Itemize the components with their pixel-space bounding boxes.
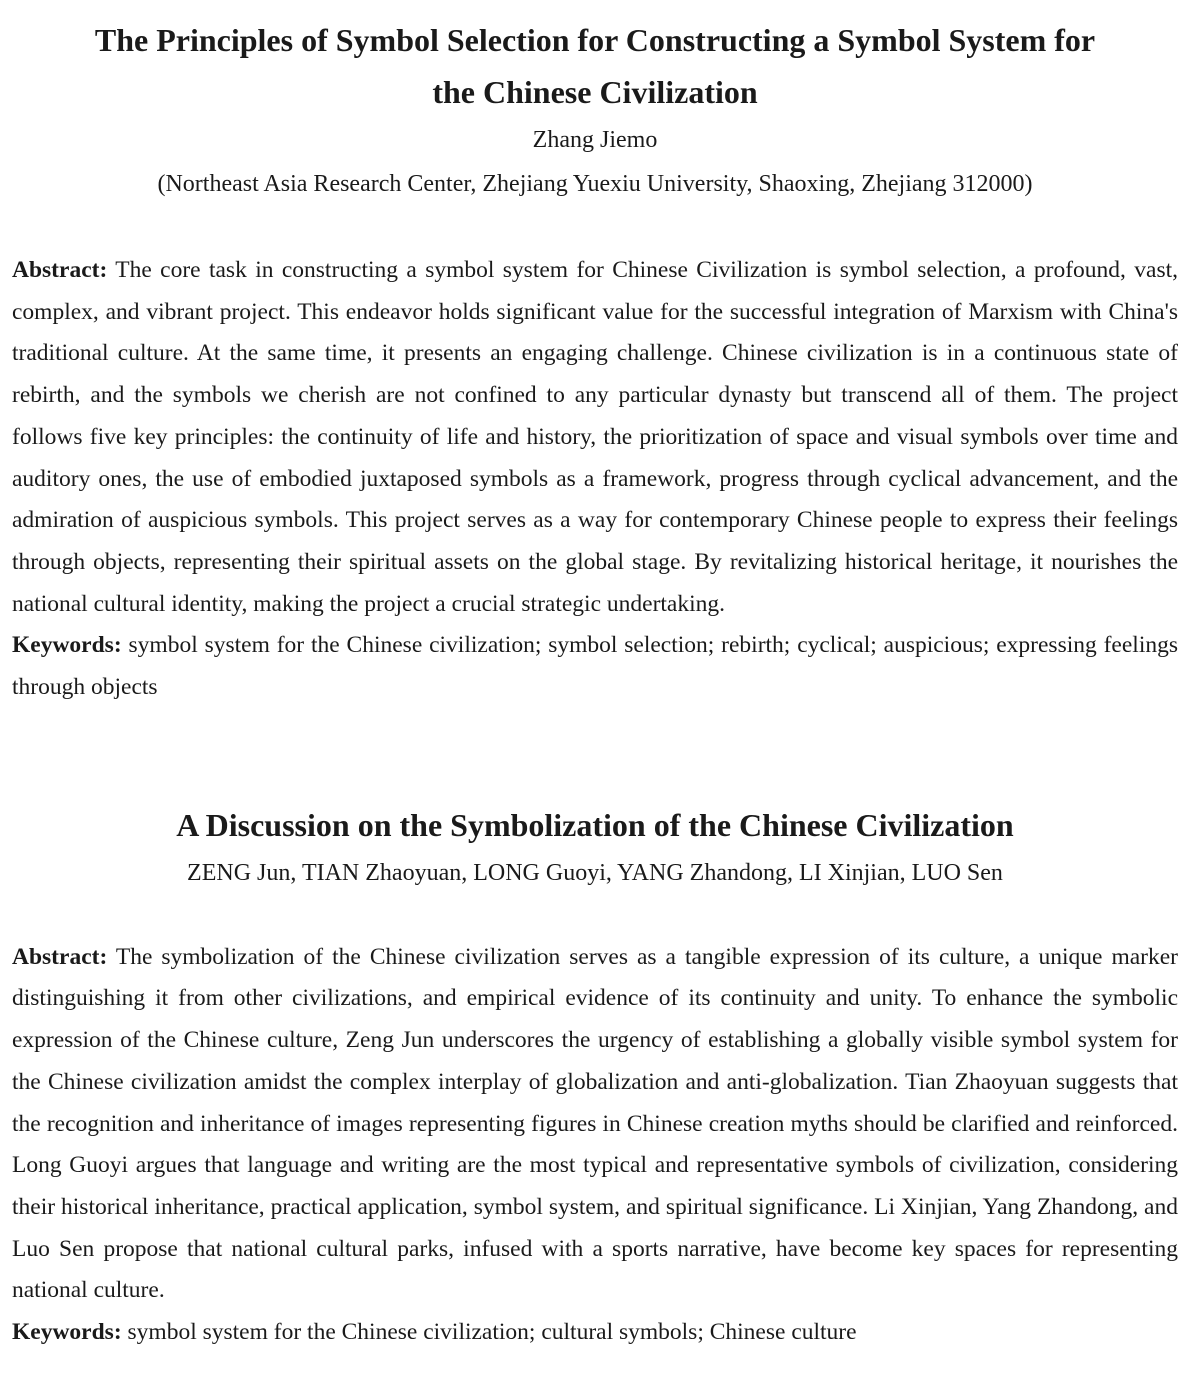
- article-1-abstract-block: [12, 250, 1178, 709]
- article-2-abstract: [12, 937, 1178, 1312]
- article-1-keywords-text: symbol system for the Chinese civilization; symbol selection; rebirth; cyclical; auspicious; expressing feelings through objects: [12, 632, 1178, 701]
- article-2-abstract-label: Abstract:: [12, 943, 108, 970]
- article-2-authors: ZENG Jun, TIAN Zhaoyuan, LONG Guoyi, YANG Zhandong, LI Xinjian, LUO Sen: [187, 859, 1003, 886]
- article-1-abstract: [12, 250, 1178, 625]
- article-1-affiliation: (Northeast Asia Research Center, Zhejiang Yuexiu University, Shaoxing, Zhejiang 312000): [157, 171, 1033, 197]
- article-2-title: A Discussion on the Symbolization of the Chinese Civilization: [176, 806, 1014, 843]
- article-2-abstract-block: [12, 937, 1178, 1354]
- article-2-keywords: [12, 1312, 1178, 1354]
- article-1-abstract-text: The core task in constructing a symbol system for Chinese Civilization is symbol selection, a profound, vast, complex, and vibrant project. This endeavor holds significant value for the successful integration of Marxism with China's traditional culture. At the same time, it presents an engaging challenge. Chinese civilization is in a continuous state of rebirth, and the symbols we cherish are not confined to any particular dynasty but transcend all of them. The project follows five key principles: the continuity of life and history, the prioritization of space and visual symbols over time and auditory ones, the use of embodied juxtaposed symbols as a framework, progress through cyclical advancement, and the admiration of auspicious symbols. This project serves as a way for contemporary Chinese people to express their feelings through objects, representing their spiritual assets on the global stage. By revitalizing historical heritage, it nourishes the national cultural identity, making the project a crucial strategic undertaking.: [12, 257, 1178, 617]
- article-1-abstract-label: Abstract:: [12, 257, 108, 283]
- article-2: [12, 799, 1178, 1354]
- article-2-keywords-text: symbol system for the Chinese civilization; cultural symbols; Chinese culture: [121, 1319, 857, 1346]
- article-2-keywords-label: Keywords:: [12, 1319, 122, 1346]
- article-1-keywords: [12, 625, 1178, 708]
- article-1: [12, 14, 1178, 709]
- article-1-title: The Principles of Symbol Selection for Constructing a Symbol System for the Chinese Civilization: [94, 22, 1096, 110]
- article-2-abstract-text: The symbolization of the Chinese civilization serves as a tangible expression of its culture, a unique marker distinguishing it from other civilizations, and empirical evidence of its continuity and unity. To enhance the symbolic expression of the Chinese culture, Zeng Jun underscores the urgency of establishing a globally visible symbol system for the Chinese civilization amidst the complex interplay of globalization and anti-globalization. Tian Zhaoyuan suggests that the recognition and inheritance of images representing figures in Chinese creation myths should be clarified and reinforced. Long Guoyi argues that language and writing are the most typical and representative symbols of civilization, considering their historical inheritance, practical application, symbol system, and spiritual significance. Li Xinjian, Yang Zhandong, and Luo Sen propose that national cultural parks, infused with a sports narrative, have become key spaces for representing national culture.: [12, 943, 1178, 1304]
- article-1-authors: Zhang Jiemo: [532, 127, 658, 153]
- article-1-keywords-label: Keywords:: [12, 632, 122, 659]
